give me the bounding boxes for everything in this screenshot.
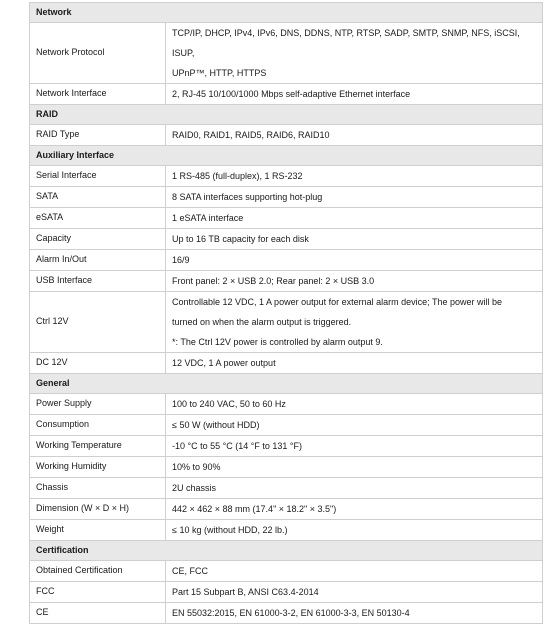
spec-value [166, 478, 543, 499]
spec-row [30, 394, 543, 415]
spec-value-line: 1 eSATA interface [172, 213, 244, 223]
spec-value-line: Front panel: 2 × USB 2.0; Rear panel: 2 × USB 3.0 [172, 276, 375, 286]
spec-row [30, 250, 543, 271]
specification-table-body [30, 3, 543, 624]
spec-value [166, 353, 543, 374]
spec-value-line: *: The Ctrl 12V power is controlled by alarm output 9. [172, 337, 383, 347]
section-header-raid [30, 105, 543, 125]
spec-value [166, 166, 543, 187]
spec-value [166, 23, 543, 84]
spec-value [166, 436, 543, 457]
spec-value-line: 442 × 462 × 88 mm (17.4" × 18.2" × 3.5") [172, 504, 337, 514]
section-title: RAID [30, 105, 543, 125]
spec-row [30, 166, 543, 187]
spec-label: FCC [30, 582, 166, 603]
spec-value [166, 84, 543, 105]
spec-label: eSATA [30, 208, 166, 229]
spec-value [166, 603, 543, 624]
spec-label: Network Interface [30, 84, 166, 105]
spec-value-line: Controllable 12 VDC, 1 A power output for external alarm device; The power will be [172, 297, 503, 307]
spec-value-line: CE, FCC [172, 566, 208, 576]
spec-value-line: ≤ 10 kg (without HDD, 22 lb.) [172, 525, 288, 535]
section-title: General [30, 374, 543, 394]
spec-value-line: UPnP™, HTTP, HTTPS [172, 68, 267, 78]
spec-label: Network Protocol [30, 23, 166, 84]
spec-label: Working Temperature [30, 436, 166, 457]
spec-value [166, 292, 543, 353]
spec-value-line: TCP/IP, DHCP, IPv4, IPv6, DNS, DDNS, NTP, RTSP, SADP, SMTP, SNMP, NFS, iSCSI, ISUP, [172, 28, 520, 58]
spec-label: SATA [30, 187, 166, 208]
spec-label: Ctrl 12V [30, 292, 166, 353]
spec-label: Working Humidity [30, 457, 166, 478]
spec-value-line: 2, RJ-45 10/100/1000 Mbps self-adaptive Ethernet interface [172, 89, 411, 99]
section-header-network [30, 3, 543, 23]
spec-label: Serial Interface [30, 166, 166, 187]
spec-value [166, 457, 543, 478]
spec-label: Power Supply [30, 394, 166, 415]
section-title: Certification [30, 541, 543, 561]
spec-value [166, 271, 543, 292]
spec-value-line: RAID0, RAID1, RAID5, RAID6, RAID10 [172, 130, 330, 140]
spec-row [30, 187, 543, 208]
spec-label: Consumption [30, 415, 166, 436]
spec-value [166, 582, 543, 603]
spec-row [30, 520, 543, 541]
spec-row [30, 292, 543, 353]
section-header-certification [30, 541, 543, 561]
spec-row [30, 457, 543, 478]
spec-row [30, 208, 543, 229]
spec-label: RAID Type [30, 125, 166, 146]
spec-value-line: 2U chassis [172, 483, 217, 493]
spec-value-line: Part 15 Subpart B, ANSI C63.4-2014 [172, 587, 319, 597]
section-header-general [30, 374, 543, 394]
spec-row [30, 84, 543, 105]
spec-label: Dimension (W × D × H) [30, 499, 166, 520]
section-title: Network [30, 3, 543, 23]
spec-value-line: 100 to 240 VAC, 50 to 60 Hz [172, 399, 286, 409]
spec-label: Capacity [30, 229, 166, 250]
spec-value [166, 561, 543, 582]
spec-value [166, 520, 543, 541]
spec-row [30, 603, 543, 624]
spec-value-line: 8 SATA interfaces supporting hot-plug [172, 192, 323, 202]
spec-value [166, 187, 543, 208]
spec-row [30, 478, 543, 499]
spec-row [30, 271, 543, 292]
spec-value [166, 250, 543, 271]
spec-row [30, 561, 543, 582]
spec-label: Weight [30, 520, 166, 541]
spec-value [166, 125, 543, 146]
spec-label: CE [30, 603, 166, 624]
spec-label: DC 12V [30, 353, 166, 374]
spec-label: Alarm In/Out [30, 250, 166, 271]
spec-label: Obtained Certification [30, 561, 166, 582]
spec-row [30, 499, 543, 520]
spec-row [30, 582, 543, 603]
spec-row [30, 436, 543, 457]
spec-value-line: EN 55032:2015, EN 61000-3-2, EN 61000-3-3, EN 50130-4 [172, 608, 410, 618]
spec-value-line: 12 VDC, 1 A power output [172, 358, 276, 368]
spec-label: USB Interface [30, 271, 166, 292]
spec-value-line: ≤ 50 W (without HDD) [172, 420, 260, 430]
spec-row [30, 229, 543, 250]
spec-value [166, 229, 543, 250]
spec-value [166, 208, 543, 229]
spec-value-line: 1 RS-485 (full-duplex), 1 RS-232 [172, 171, 303, 181]
spec-value [166, 499, 543, 520]
spec-row [30, 125, 543, 146]
spec-label: Chassis [30, 478, 166, 499]
section-header-auxiliary-interface [30, 146, 543, 166]
specification-table [29, 2, 543, 624]
spec-row [30, 353, 543, 374]
spec-value [166, 415, 543, 436]
section-title: Auxiliary Interface [30, 146, 543, 166]
spec-value [166, 394, 543, 415]
spec-value-line: 16/9 [172, 255, 190, 265]
spec-row [30, 23, 543, 84]
spec-value-line: turned on when the alarm output is triggered. [172, 317, 352, 327]
spec-value-line: -10 °C to 55 °C (14 °F to 131 °F) [172, 441, 302, 451]
spec-value-line: Up to 16 TB capacity for each disk [172, 234, 309, 244]
spec-row [30, 415, 543, 436]
spec-value-line: 10% to 90% [172, 462, 221, 472]
